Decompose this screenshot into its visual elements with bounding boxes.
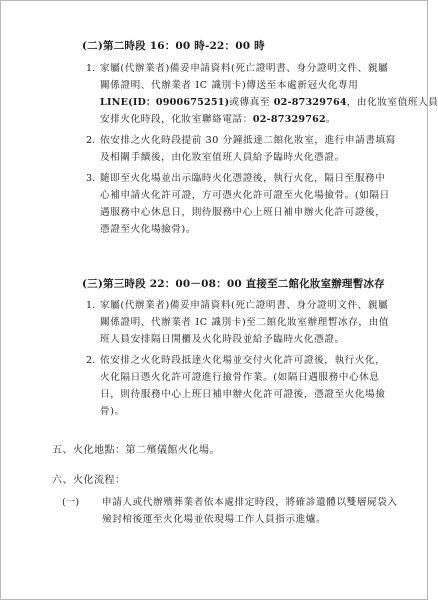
item-number: 2. — [86, 135, 96, 146]
text-line: 骨)。 — [100, 406, 125, 417]
text-line — [100, 94, 438, 111]
section-6-heading: 六、火化流程： — [52, 475, 126, 486]
text-line: 遇服務中心休息日，則待服務中心上班日補申辦火化許可證後， — [100, 207, 386, 218]
text-line: 申請人或代辦殯葬業者依本處排定時段，將確診遺體以雙層屍袋入 — [102, 497, 398, 508]
item-number: (一) — [62, 497, 80, 508]
section-5-heading: 五、火化地點：第二殯儀館火化場。 — [52, 445, 220, 456]
text-line: 殮封棺後運至火化場並依現場工作人員指示進爐。 — [102, 514, 327, 525]
text-line: 依安排之火化時段提前 30 分鐘抵達二館化妝室，進行申請書填寫 — [100, 135, 396, 146]
line-id-text: LINE(ID：0900675251) — [100, 97, 230, 108]
text-line: 日，則待服務中心上班日補申辦火化許可證後，憑證至火化場撿 — [100, 389, 386, 400]
item-number: 3. — [86, 173, 96, 184]
text-line: 火化隔日憑火化許可證進行撿骨作業。(如隔日遇服務中心休息 — [100, 372, 380, 383]
item-number: 1. — [86, 63, 96, 74]
text-line — [100, 111, 402, 128]
text-span: 安排火化時段，化妝室聯絡電話： — [100, 114, 253, 125]
text-line: 依安排之火化時段抵達火化場並交付火化許可證後，執行火化， — [100, 355, 386, 366]
text-line: 心補申請火化許可證，方可憑火化許可證至火化場撿骨。(如隔日 — [100, 190, 390, 201]
text-line: 關係證明、代辦業者 IC 識別卡)傳送至本處新冠火化專用 — [100, 80, 359, 91]
fax-number: 02-87329764 — [273, 97, 347, 108]
text-line: 及相關手續後，由化妝室值班人員給予臨時火化憑證。 — [100, 152, 345, 163]
text-span: 或傳真至 — [229, 97, 274, 108]
phone-number: 02-87329762 — [252, 114, 326, 125]
item-number: 2. — [86, 355, 96, 366]
item-number: 1. — [86, 300, 96, 311]
text-line: 隨即至火化場並出示臨時火化憑證後，執行火化，隔日至服務中 — [100, 173, 386, 184]
text-line: 班人員安排隔日開櫃及火化時段並給予臨時火化憑證。 — [100, 334, 345, 345]
text-span: 。 — [325, 114, 337, 125]
section-3-title: (三)第三時段 22：00－08：00 直接至二館化妝室辦理暫冰存 — [82, 278, 385, 290]
text-line: 關係證明、代辦業者 IC 識別卡)至二館化妝室辦理暫冰存，由值 — [100, 317, 390, 328]
text-span: ，由化妝室值班人員 — [346, 97, 438, 108]
text-line: 憑證至火化場撿骨)。 — [100, 224, 197, 235]
section-2-title: (二)第二時段 16：00 時-22：00 時 — [82, 40, 265, 52]
text-line: 家屬(代辦業者)備妥申請資料(死亡證明書、身分證明文件、親屬 — [100, 63, 389, 74]
text-line: 家屬(代辦業者)備妥申請資料(死亡證明書、身分證明文件、親屬 — [100, 300, 389, 311]
